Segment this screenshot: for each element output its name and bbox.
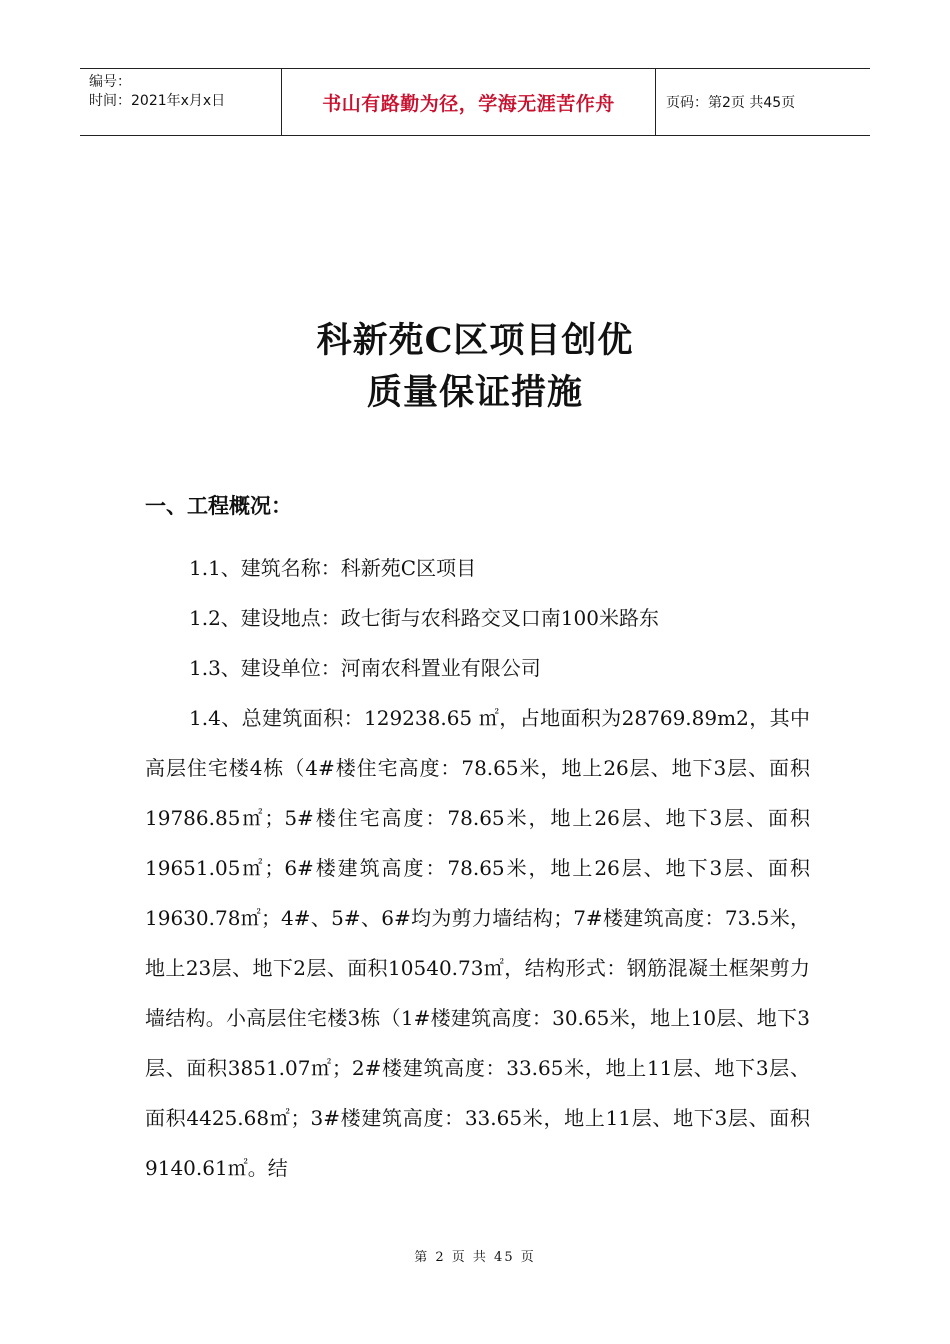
number-label: 编号： [89, 74, 131, 90]
header-motto: 书山有路勤为径，学海无涯苦作舟 [282, 69, 656, 135]
header-page-info: 页码：第2页 共45页 [666, 95, 796, 111]
document-title-line-2: 质量保证措施 [366, 372, 583, 413]
section-heading: 一、工程概况： [145, 494, 292, 518]
page-footer: 第 2 页 共 45 页 [414, 1250, 536, 1265]
overview-item-1: 1.1、建筑名称：科新苑C区项目 [189, 556, 477, 580]
page-header [80, 68, 870, 136]
overview-item-4: 1.4、总建筑面积：129238.65 ㎡，占地面积为28769.89m2，其中高层住宅楼4栋（4#楼住宅高度：78.65米，地上26层、地下3层、面积19786.85㎡；5#楼住宅高度：78.65米，地上26层、地下3层、面积19651.05㎡；6#楼建筑高度：78.65米，地上26层、地下3层、面积19630.78㎡；4#、5#、6#均为剪力墙结构；7#楼建筑高度：73.5米，地上23层、地下2层、面积10540.73㎡，结构形式：钢筋混凝土框架剪力墙结构。小高层住宅楼3栋（1#楼建筑高度：30.65米，地上10层、地下3层、面积3851.07㎡；2#楼建筑高度：33.65米，地上11层、地下3层、面积4425.68㎡；3#楼建筑高度：33.65米，地上11层、地下3层、面积9140.61㎡。结 [145, 706, 810, 1180]
header-meta [80, 69, 282, 135]
document-title-line-1: 科新苑C区项目创优 [316, 320, 634, 361]
time-label: 时间：2021年x月x日 [89, 93, 226, 109]
overview-item-3: 1.3、建设单位：河南农科置业有限公司 [189, 656, 541, 680]
overview-item-2: 1.2、建设地点：政七街与农科路交叉口南100米路东 [189, 606, 659, 630]
